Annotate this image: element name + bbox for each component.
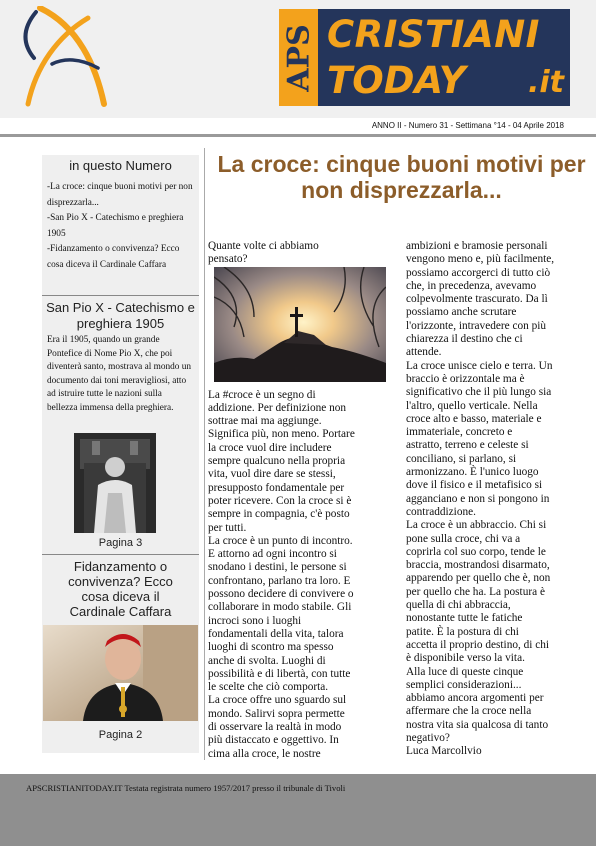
page-footer bbox=[0, 774, 596, 846]
story-pio-title[interactable]: San Pio X - Catechismo e preghiera 1905 bbox=[46, 300, 195, 331]
contents-item[interactable]: -Fidanzamento o convivenza? Ecco cosa diceva il Cardinale Caffara bbox=[47, 244, 180, 270]
pope-pius-photo bbox=[74, 433, 156, 533]
header-divider bbox=[0, 134, 596, 137]
sidebar-divider bbox=[42, 554, 199, 555]
article-column-2 bbox=[406, 240, 590, 759]
aps-box bbox=[279, 9, 318, 106]
cross-sunset-photo bbox=[214, 267, 386, 382]
sidebar-divider bbox=[42, 295, 199, 296]
footer-registration: APSCRISTIANITODAY.IT Testata registrata numero 1957/2017 presso il tribunale di Tivoli bbox=[26, 783, 346, 793]
article-intro: Quante volte ci abbiamo pensato? bbox=[208, 240, 319, 266]
sidebar bbox=[42, 155, 199, 753]
story-caffara-title[interactable]: Fidanzamento o convivenza? Ecco cosa diceva il Cardinale Caffara bbox=[68, 559, 173, 619]
masthead-suffix: .it bbox=[527, 65, 564, 100]
cross-landscape-image bbox=[214, 267, 386, 382]
article-body-1: La #croce è un segno di addizione. Per definizione non sottrae mai ma aggiunge. Significa più, non meno. Portare la croce vuol dire includere sempre qualcuno nella propria vita, vuol dire dare se stessi, presupposto fondamentale per poter ricevere. Con la croce si è sempre in compagnia, c'è posto per tutti. La croce è un punto di incontro. E attorno ad ogni incontro si snodano i destini, le persone si confrontano, parlano tra loro. E possono decidere di convivere o collaborare in modo stabile. Gli incroci sono i luoghi fondamentali della vita, talora luoghi di scontro ma spesso anche di svolta. Luoghi di possibilità e di libertà, con tutte le scelte che ciò comporta. La croce offre uno sguardo sul mondo. Salirvi sopra permette di osservare la realtà in modo più distaccato e oggettivo. In cima alla croce, le nostre bbox=[208, 388, 355, 760]
story-caffara-section bbox=[42, 559, 199, 619]
contents-list bbox=[42, 180, 199, 273]
article-author: Luca Marcollvio bbox=[406, 745, 482, 758]
contents-title: in questo Numero bbox=[69, 158, 172, 173]
article-body-2: ambizioni e bramosie personali vengono meno e, più facilmente, possiamo accorgerci di tutto ciò che, in precedenza, avevamo colpevolmente trascurato. Da lì possiamo anche scrutare l'orizzonte, intravedere con più chiarezza il destino che ci attende. La croce unisce cielo e terra. Un braccio è orizzontale ma è significativo che il più lungo sia l'altro, quello verticale. Nella croce alto e basso, materiale e immateriale, concreto e astratto, terreno e celeste si conciliano, si parlano, si armonizzano. È l'unico luogo dove il fisico e il metafisico si agganciano e non si pongono in contraddizione. La croce è un abbraccio. Chi si pone sulla croce, chi va a coprirla col suo corpo, tende le braccia, mostrandosi disarmato, apparendo per quello che è, non per quello che ha. La postura è quella di chi abbraccia, nonostante tutte le fatiche patite. È la postura di chi accetta il proprio destino, di chi è disponibile verso la vita. Alla luce di queste cinque semplici considerazioni... abbiamo ancora argomenti per affermare che la croce nella nostra vita sia qualcosa di tanto negativo? bbox=[406, 240, 555, 744]
page-header bbox=[0, 0, 596, 118]
pope-pius-figure bbox=[74, 433, 156, 533]
contents-section bbox=[42, 157, 199, 273]
masthead-aps: APS bbox=[281, 23, 316, 92]
contents-item[interactable]: -San Pio X - Catechismo e preghiera 1905 bbox=[47, 213, 184, 239]
story-pio-section bbox=[42, 300, 199, 415]
masthead-title-line1: CRISTIANI bbox=[327, 13, 540, 56]
ichthys-logo-icon bbox=[18, 6, 108, 110]
cardinal-caffara-figure bbox=[43, 625, 198, 721]
article-headline: La croce: cinque buoni motivi per non disprezzarla... bbox=[217, 151, 586, 203]
story-pio-text: Era il 1905, quando un grande Pontefice di Nome Pio X, che poi diventerà santo, mostrava al mondo un documento dai toni meravigliosi, atto ad istruire tutte le nazioni sulla bellezza immensa della preghiera. bbox=[47, 335, 192, 413]
masthead-title-line2: TODAY bbox=[327, 59, 466, 102]
masthead bbox=[279, 9, 570, 106]
story-pio-page[interactable]: Pagina 3 bbox=[98, 537, 143, 549]
story-caffara-page[interactable]: Pagina 2 bbox=[98, 729, 143, 741]
contents-item[interactable]: -La croce: cinque buoni motivi per non disprezzarla... bbox=[47, 182, 193, 208]
column-divider bbox=[204, 148, 205, 760]
cardinal-caffara-photo bbox=[43, 625, 198, 721]
issue-info: ANNO II - Numero 31 - Settimana °14 - 04 Aprile 2018 bbox=[371, 121, 564, 130]
